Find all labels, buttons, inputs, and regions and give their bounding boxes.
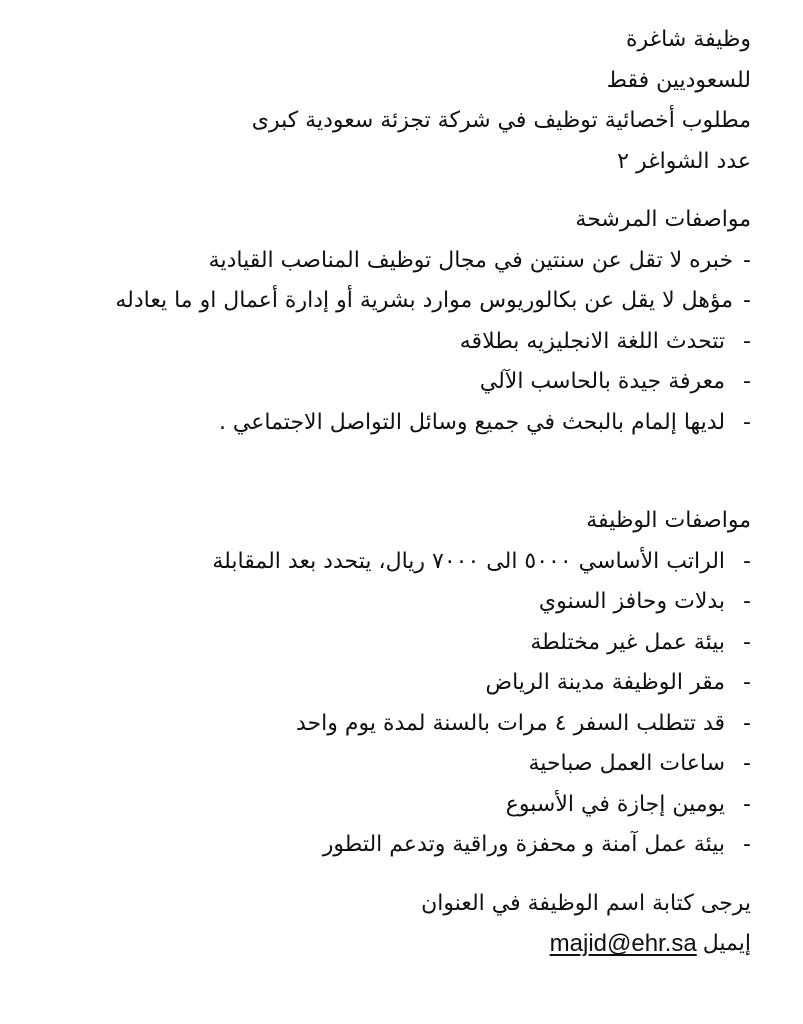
candidate-specs-heading: مواصفات المرشحة	[575, 207, 751, 233]
bullet-dash: -	[743, 832, 751, 858]
list-item	[40, 362, 751, 403]
list-item-text: بيئة عمل غير مختلطة	[530, 629, 726, 655]
email-line	[40, 924, 751, 965]
bullet-dash: -	[743, 369, 751, 395]
list-item	[40, 403, 751, 444]
list-item-text: مؤهل لا يقل عن بكالوريوس موارد بشرية أو إدارة أعمال او ما يعادله	[115, 288, 734, 314]
list-item-text: معرفة جيدة بالحاسب الآلي	[479, 369, 726, 395]
list-item-text: ساعات العمل صباحية	[528, 751, 726, 777]
list-item-text: تتحدث اللغة الانجليزيه بطلاقه	[459, 328, 726, 354]
bullet-dash: -	[743, 791, 751, 817]
job-posting	[40, 20, 751, 965]
list-item	[40, 582, 751, 623]
list-item	[40, 825, 751, 866]
list-item	[40, 704, 751, 745]
position-description: مطلوب أخصائية توظيف في شركة تجزئة سعودية كبرى	[251, 108, 751, 134]
bullet-dash: -	[743, 409, 751, 435]
list-item-text: بدلات وحافز السنوي	[538, 589, 726, 615]
list-item-text: مقر الوظيفة مدينة الرياض	[485, 670, 726, 696]
list-item	[40, 663, 751, 704]
list-item-text: لديها إلمام بالبحث في جميع وسائل التواصل الاجتماعي .	[218, 409, 726, 435]
bullet-dash: -	[743, 670, 751, 696]
bullet-dash: -	[743, 751, 751, 777]
list-item	[40, 744, 751, 785]
job-title: وظيفة شاغرة	[626, 27, 751, 53]
job-specs-heading: مواصفات الوظيفة	[586, 508, 751, 534]
list-item	[40, 281, 751, 322]
email-link[interactable]: majid@ehr.sa	[549, 930, 697, 958]
bullet-dash: -	[743, 548, 751, 574]
list-item	[40, 623, 751, 664]
list-item-text: الراتب الأساسي ٥٠٠٠ الى ٧٠٠٠ ريال، يتحدد بعد المقابلة	[212, 548, 726, 574]
list-item-text: بيئة عمل آمنة و محفزة وراقية وتدعم التطور	[322, 832, 726, 858]
list-item-text: خبره لا تقل عن سنتين في مجال توظيف المناصب القيادية	[208, 247, 734, 273]
list-item	[40, 785, 751, 826]
list-item-text: يومين إجازة في الأسبوع	[505, 791, 726, 817]
bullet-dash: -	[743, 710, 751, 736]
bullet-dash: -	[743, 589, 751, 615]
list-item	[40, 322, 751, 363]
list-item-text: قد تتطلب السفر ٤ مرات بالسنة لمدة يوم واحد	[295, 710, 726, 736]
email-label: إيميل	[702, 931, 751, 957]
application-instruction: يرجى كتابة اسم الوظيفة في العنوان	[421, 890, 751, 916]
bullet-dash: -	[743, 629, 751, 655]
bullet-dash: -	[743, 328, 751, 354]
vacancy-count: عدد الشواغر ٢	[617, 148, 751, 174]
eligibility-note: للسعوديين فقط	[606, 67, 751, 93]
bullet-dash: -	[743, 247, 751, 273]
list-item	[40, 241, 751, 282]
bullet-dash: -	[743, 288, 751, 314]
list-item	[40, 542, 751, 583]
